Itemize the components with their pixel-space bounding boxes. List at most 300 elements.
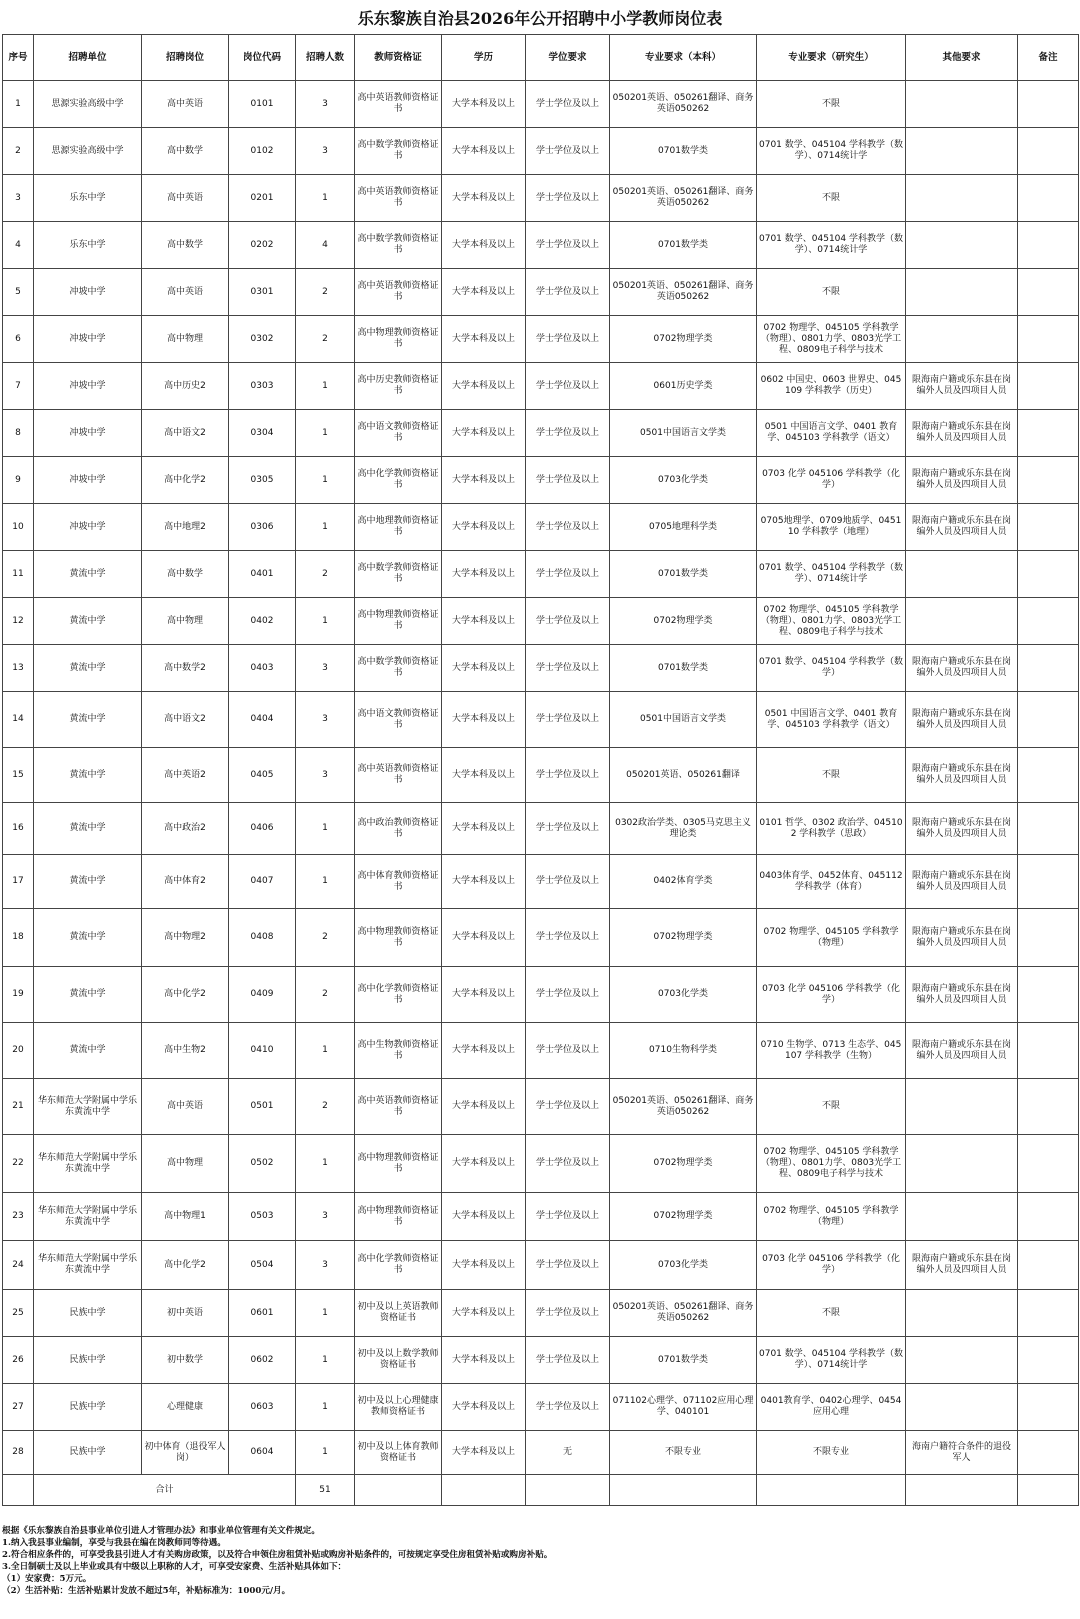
employer-cell: 民族中学 [34,1290,142,1337]
position-cell: 高中数学 [142,222,229,269]
other-requirements-cell: 限海南户籍或乐东县在岗编外人员及四项目人员 [906,803,1018,855]
education-cell: 大学本科及以上 [442,551,526,598]
row-number-cell: 11 [3,551,34,598]
education-cell: 大学本科及以上 [442,692,526,748]
table-row [3,1079,1079,1135]
row-number-cell: 12 [3,598,34,645]
headcount-cell: 1 [296,803,355,855]
header-cell: 其他要求 [906,35,1018,81]
table-row [3,269,1079,316]
major-undergrad-cell: 0710生物科学类 [610,1023,757,1079]
major-graduate-cell: 0701 数学、045104 学科教学（数学）、0714统计学 [757,551,906,598]
position-code-cell: 0301 [229,269,296,316]
major-graduate-cell: 不限专业 [757,1431,906,1475]
major-graduate-cell: 0501 中国语言文学、0401 教育学、045103 学科教学（语文） [757,410,906,457]
degree-cell: 学士学位及以上 [526,855,610,909]
table-row [3,410,1079,457]
position-code-cell: 0403 [229,645,296,692]
major-undergrad-cell: 0501中国语言文学类 [610,410,757,457]
position-code-cell: 0201 [229,175,296,222]
other-requirements-cell [906,316,1018,363]
remarks-cell [1018,967,1079,1023]
position-cell: 高中数学 [142,128,229,175]
headcount-cell: 3 [296,128,355,175]
major-graduate-cell: 不限 [757,81,906,128]
remarks-cell [1018,855,1079,909]
employer-cell: 华东师范大学附属中学乐东黄流中学 [34,1135,142,1193]
major-graduate-cell: 0501 中国语言文学、0401 教育学、045103 学科教学（语文） [757,692,906,748]
header-cell: 序号 [3,35,34,81]
position-code-cell: 0501 [229,1079,296,1135]
major-graduate-cell: 不限 [757,748,906,803]
employer-cell: 冲坡中学 [34,410,142,457]
remarks-cell [1018,803,1079,855]
major-undergrad-cell: 0703化学类 [610,1241,757,1290]
total-row [3,1475,1079,1506]
employer-cell: 冲坡中学 [34,504,142,551]
degree-cell: 学士学位及以上 [526,269,610,316]
header-cell: 备注 [1018,35,1079,81]
headcount-cell: 1 [296,855,355,909]
row-number-cell: 17 [3,855,34,909]
employer-cell: 华东师范大学附属中学乐东黄流中学 [34,1193,142,1241]
major-graduate-cell: 0701 数学、045104 学科教学（数学）、0714统计学 [757,1337,906,1384]
position-cell: 初中英语 [142,1290,229,1337]
education-cell: 大学本科及以上 [442,222,526,269]
degree-cell: 学士学位及以上 [526,803,610,855]
headcount-cell: 2 [296,1079,355,1135]
table-row [3,175,1079,222]
major-undergrad-cell: 0702物理学类 [610,1193,757,1241]
employer-cell: 黄流中学 [34,803,142,855]
position-code-cell: 0401 [229,551,296,598]
table-row [3,692,1079,748]
position-code-cell: 0408 [229,909,296,967]
position-code-cell: 0305 [229,457,296,504]
major-undergrad-cell: 0702物理学类 [610,909,757,967]
major-undergrad-cell: 050201英语、050261翻译、商务英语050262 [610,175,757,222]
major-undergrad-cell: 050201英语、050261翻译、商务英语050262 [610,1290,757,1337]
teacher-certificate-cell: 高中数学教师资格证书 [355,551,442,598]
education-cell: 大学本科及以上 [442,1023,526,1079]
major-graduate-cell: 0702 物理学、045105 学科教学（物理）、0801力学、0803光学工程、0809电子科学与技术 [757,1135,906,1193]
other-requirements-cell: 限海南户籍或乐东县在岗编外人员及四项目人员 [906,967,1018,1023]
headcount-cell: 3 [296,748,355,803]
major-undergrad-cell: 050201英语、050261翻译、商务英语050262 [610,1079,757,1135]
table-row [3,551,1079,598]
remarks-cell [1018,128,1079,175]
teacher-certificate-cell: 高中物理教师资格证书 [355,1193,442,1241]
row-number-cell: 4 [3,222,34,269]
row-number-cell: 8 [3,410,34,457]
position-cell: 高中化学2 [142,967,229,1023]
position-code-cell: 0407 [229,855,296,909]
remarks-cell [1018,1337,1079,1384]
table-row [3,222,1079,269]
table-row [3,1241,1079,1290]
row-number-cell: 5 [3,269,34,316]
teacher-certificate-cell: 高中英语教师资格证书 [355,1079,442,1135]
major-graduate-cell: 0401教育学、0402心理学、0454应用心理 [757,1384,906,1431]
table-row [3,1023,1079,1079]
degree-cell: 学士学位及以上 [526,1023,610,1079]
headcount-cell: 3 [296,81,355,128]
row-number-cell: 1 [3,81,34,128]
headcount-cell: 2 [296,551,355,598]
teacher-certificate-cell: 高中体育教师资格证书 [355,855,442,909]
employer-cell: 黄流中学 [34,855,142,909]
degree-cell: 学士学位及以上 [526,128,610,175]
table-row [3,1135,1079,1193]
total-cell [757,1475,906,1506]
teacher-certificate-cell: 高中化学教师资格证书 [355,1241,442,1290]
teacher-certificate-cell: 初中及以上英语教师资格证书 [355,1290,442,1337]
table-row [3,504,1079,551]
other-requirements-cell: 限海南户籍或乐东县在岗编外人员及四项目人员 [906,363,1018,410]
other-requirements-cell [906,175,1018,222]
note-line: （2）生活补贴：生活补贴累计发放不超过5年，补贴标准为：1000元/月。 [2,1586,291,1596]
employer-cell: 华东师范大学附属中学乐东黄流中学 [34,1241,142,1290]
degree-cell: 学士学位及以上 [526,504,610,551]
row-number-cell: 9 [3,457,34,504]
major-undergrad-cell: 0702物理学类 [610,316,757,363]
teacher-certificate-cell: 高中数学教师资格证书 [355,128,442,175]
major-undergrad-cell: 0501中国语言文学类 [610,692,757,748]
major-graduate-cell: 0710 生物学、0713 生态学、045107 学科教学（生物） [757,1023,906,1079]
remarks-cell [1018,410,1079,457]
position-code-cell: 0406 [229,803,296,855]
table-row [3,967,1079,1023]
employer-cell: 黄流中学 [34,692,142,748]
degree-cell: 学士学位及以上 [526,222,610,269]
major-undergrad-cell: 071102心理学、071102应用心理学、040101 [610,1384,757,1431]
header-cell: 招聘单位 [34,35,142,81]
employer-cell: 民族中学 [34,1384,142,1431]
table-row [3,645,1079,692]
total-cell [906,1475,1018,1506]
other-requirements-cell [906,1290,1018,1337]
header-cell: 专业要求（本科） [610,35,757,81]
remarks-cell [1018,1431,1079,1475]
position-code-cell: 0304 [229,410,296,457]
major-undergrad-cell: 050201英语、050261翻译 [610,748,757,803]
position-cell: 高中英语 [142,1079,229,1135]
employer-cell: 黄流中学 [34,551,142,598]
table-row [3,363,1079,410]
remarks-cell [1018,598,1079,645]
teacher-certificate-cell: 高中物理教师资格证书 [355,1135,442,1193]
teacher-certificate-cell: 高中数学教师资格证书 [355,222,442,269]
header-cell: 学历 [442,35,526,81]
position-code-cell: 0303 [229,363,296,410]
major-graduate-cell: 0403体育学、0452体育、045112 学科教学（体育） [757,855,906,909]
major-undergrad-cell: 0701数学类 [610,1337,757,1384]
remarks-cell [1018,551,1079,598]
employer-cell: 民族中学 [34,1431,142,1475]
major-graduate-cell: 不限 [757,1290,906,1337]
major-graduate-cell: 不限 [757,269,906,316]
employer-cell: 民族中学 [34,1337,142,1384]
page-title: 乐东黎族自治县2026年公开招聘中小学教师岗位表 [357,8,723,28]
other-requirements-cell: 限海南户籍或乐东县在岗编外人员及四项目人员 [906,504,1018,551]
employer-cell: 黄流中学 [34,1023,142,1079]
position-code-cell: 0409 [229,967,296,1023]
other-requirements-cell [906,1135,1018,1193]
degree-cell: 学士学位及以上 [526,175,610,222]
other-requirements-cell: 限海南户籍或乐东县在岗编外人员及四项目人员 [906,1241,1018,1290]
remarks-cell [1018,909,1079,967]
row-number-cell: 26 [3,1337,34,1384]
position-cell: 高中英语 [142,269,229,316]
note-line: 3.全日制硕士及以上毕业或具有中级以上职称的人才，可享受安家费、生活补贴具体如下： [2,1562,347,1572]
other-requirements-cell [906,128,1018,175]
row-number-cell: 24 [3,1241,34,1290]
table-row [3,1290,1079,1337]
education-cell: 大学本科及以上 [442,909,526,967]
note-line: 1.纳入我县事业编制，享受与我县在编在岗教师同等待遇。 [2,1538,226,1548]
row-number-cell: 7 [3,363,34,410]
row-number-cell: 3 [3,175,34,222]
row-number-cell: 18 [3,909,34,967]
headcount-cell: 1 [296,504,355,551]
degree-cell: 无 [526,1431,610,1475]
position-code-cell: 0306 [229,504,296,551]
positions-table [2,34,1079,1506]
position-cell: 高中化学2 [142,457,229,504]
position-cell: 高中英语 [142,81,229,128]
major-graduate-cell: 0703 化学 045106 学科教学（化学） [757,1241,906,1290]
headcount-cell: 1 [296,1290,355,1337]
degree-cell: 学士学位及以上 [526,457,610,504]
remarks-cell [1018,269,1079,316]
degree-cell: 学士学位及以上 [526,1337,610,1384]
employer-cell: 黄流中学 [34,748,142,803]
other-requirements-cell [906,1384,1018,1431]
headcount-cell: 1 [296,1431,355,1475]
major-undergrad-cell: 0702物理学类 [610,1135,757,1193]
degree-cell: 学士学位及以上 [526,1135,610,1193]
position-cell: 高中数学 [142,551,229,598]
major-graduate-cell: 0703 化学 045106 学科教学（化学） [757,967,906,1023]
position-code-cell: 0101 [229,81,296,128]
employer-cell: 思源实验高级中学 [34,81,142,128]
remarks-cell [1018,1384,1079,1431]
degree-cell: 学士学位及以上 [526,1241,610,1290]
employer-cell: 思源实验高级中学 [34,128,142,175]
headcount-cell: 3 [296,645,355,692]
position-cell: 高中物理 [142,316,229,363]
employer-cell: 冲坡中学 [34,457,142,504]
table-row [3,748,1079,803]
major-undergrad-cell: 0703化学类 [610,457,757,504]
headcount-cell: 2 [296,316,355,363]
education-cell: 大学本科及以上 [442,504,526,551]
major-undergrad-cell: 0302政治学类、0305马克思主义理论类 [610,803,757,855]
education-cell: 大学本科及以上 [442,1193,526,1241]
table-row [3,803,1079,855]
major-undergrad-cell: 0705地理科学类 [610,504,757,551]
other-requirements-cell [906,1079,1018,1135]
table-row [3,128,1079,175]
other-requirements-cell: 限海南户籍或乐东县在岗编外人员及四项目人员 [906,909,1018,967]
education-cell: 大学本科及以上 [442,1079,526,1135]
remarks-cell [1018,645,1079,692]
row-number-cell: 10 [3,504,34,551]
position-code-cell: 0404 [229,692,296,748]
major-graduate-cell: 不限 [757,175,906,222]
major-graduate-cell: 0703 化学 045106 学科教学（化学） [757,457,906,504]
row-number-cell: 15 [3,748,34,803]
education-cell: 大学本科及以上 [442,1241,526,1290]
headcount-cell: 1 [296,175,355,222]
education-cell: 大学本科及以上 [442,175,526,222]
position-cell: 高中体育2 [142,855,229,909]
position-code-cell: 0402 [229,598,296,645]
headcount-cell: 2 [296,269,355,316]
education-cell: 大学本科及以上 [442,269,526,316]
position-code-cell: 0602 [229,1337,296,1384]
total-cell [355,1475,442,1506]
total-cell [442,1475,526,1506]
row-number-cell: 13 [3,645,34,692]
row-number-cell: 25 [3,1290,34,1337]
degree-cell: 学士学位及以上 [526,1193,610,1241]
position-cell: 高中语文2 [142,410,229,457]
education-cell: 大学本科及以上 [442,967,526,1023]
teacher-certificate-cell: 高中数学教师资格证书 [355,645,442,692]
total-value: 51 [296,1475,355,1506]
remarks-cell [1018,81,1079,128]
position-cell: 高中化学2 [142,1241,229,1290]
teacher-certificate-cell: 高中生物教师资格证书 [355,1023,442,1079]
table-row [3,855,1079,909]
education-cell: 大学本科及以上 [442,457,526,504]
education-cell: 大学本科及以上 [442,1290,526,1337]
position-cell: 高中物理2 [142,909,229,967]
employer-cell: 华东师范大学附属中学乐东黄流中学 [34,1079,142,1135]
position-cell: 高中政治2 [142,803,229,855]
education-cell: 大学本科及以上 [442,748,526,803]
headcount-cell: 4 [296,222,355,269]
position-code-cell: 0302 [229,316,296,363]
position-cell: 高中物理 [142,598,229,645]
teacher-certificate-cell: 高中物理教师资格证书 [355,598,442,645]
degree-cell: 学士学位及以上 [526,551,610,598]
employer-cell: 黄流中学 [34,909,142,967]
other-requirements-cell [906,1337,1018,1384]
teacher-certificate-cell: 高中物理教师资格证书 [355,316,442,363]
other-requirements-cell: 限海南户籍或乐东县在岗编外人员及四项目人员 [906,855,1018,909]
note-line: （1）安家费：5万元。 [2,1574,92,1584]
row-number-cell: 6 [3,316,34,363]
education-cell: 大学本科及以上 [442,1337,526,1384]
total-cell [1018,1475,1079,1506]
headcount-cell: 1 [296,410,355,457]
headcount-cell: 1 [296,1135,355,1193]
education-cell: 大学本科及以上 [442,1384,526,1431]
employer-cell: 黄流中学 [34,598,142,645]
degree-cell: 学士学位及以上 [526,645,610,692]
row-number-cell: 21 [3,1079,34,1135]
header-cell: 招聘人数 [296,35,355,81]
remarks-cell [1018,748,1079,803]
position-code-cell: 0405 [229,748,296,803]
row-number-cell: 27 [3,1384,34,1431]
headcount-cell: 1 [296,1384,355,1431]
row-number-cell: 2 [3,128,34,175]
major-undergrad-cell: 0703化学类 [610,967,757,1023]
teacher-certificate-cell: 高中地理教师资格证书 [355,504,442,551]
education-cell: 大学本科及以上 [442,316,526,363]
degree-cell: 学士学位及以上 [526,1290,610,1337]
teacher-certificate-cell: 高中英语教师资格证书 [355,81,442,128]
table-row [3,1337,1079,1384]
remarks-cell [1018,175,1079,222]
other-requirements-cell [906,269,1018,316]
employer-cell: 冲坡中学 [34,316,142,363]
employer-cell: 冲坡中学 [34,363,142,410]
remarks-cell [1018,1290,1079,1337]
notes [2,1525,1078,1597]
teacher-certificate-cell: 高中化学教师资格证书 [355,967,442,1023]
other-requirements-cell: 限海南户籍或乐东县在岗编外人员及四项目人员 [906,457,1018,504]
header-row [3,35,1079,81]
other-requirements-cell: 限海南户籍或乐东县在岗编外人员及四项目人员 [906,645,1018,692]
table-row [3,598,1079,645]
education-cell: 大学本科及以上 [442,410,526,457]
other-requirements-cell [906,222,1018,269]
education-cell: 大学本科及以上 [442,1135,526,1193]
degree-cell: 学士学位及以上 [526,692,610,748]
other-requirements-cell: 限海南户籍或乐东县在岗编外人员及四项目人员 [906,1023,1018,1079]
row-number-cell: 16 [3,803,34,855]
note-line: 2.符合相应条件的，可享受我县引进人才有关购房政策，以及符合申领住房租赁补贴或购房补贴条件的，可按规定享受住房租赁补贴或购房补贴。 [2,1550,553,1560]
header-cell: 岗位代码 [229,35,296,81]
remarks-cell [1018,363,1079,410]
teacher-certificate-cell: 初中及以上体育教师资格证书 [355,1431,442,1475]
table-row [3,1431,1079,1475]
row-number-cell: 22 [3,1135,34,1193]
remarks-cell [1018,1241,1079,1290]
major-graduate-cell: 0702 物理学、045105 学科教学（物理） [757,909,906,967]
position-cell: 初中数学 [142,1337,229,1384]
remarks-cell [1018,1023,1079,1079]
header-cell: 学位要求 [526,35,610,81]
teacher-certificate-cell: 高中历史教师资格证书 [355,363,442,410]
remarks-cell [1018,222,1079,269]
headcount-cell: 2 [296,909,355,967]
position-code-cell: 0102 [229,128,296,175]
major-undergrad-cell: 050201英语、050261翻译、商务英语050262 [610,81,757,128]
teacher-certificate-cell: 初中及以上数学教师资格证书 [355,1337,442,1384]
row-number-cell: 28 [3,1431,34,1475]
degree-cell: 学士学位及以上 [526,909,610,967]
position-cell: 高中地理2 [142,504,229,551]
teacher-certificate-cell: 初中及以上心理健康教师资格证书 [355,1384,442,1431]
teacher-certificate-cell: 高中语文教师资格证书 [355,410,442,457]
headcount-cell: 1 [296,1337,355,1384]
other-requirements-cell: 海南户籍符合条件的退役军人 [906,1431,1018,1475]
remarks-cell [1018,692,1079,748]
major-graduate-cell: 不限 [757,1079,906,1135]
degree-cell: 学士学位及以上 [526,748,610,803]
employer-cell: 冲坡中学 [34,269,142,316]
teacher-certificate-cell: 高中英语教师资格证书 [355,175,442,222]
major-undergrad-cell: 0601历史学类 [610,363,757,410]
other-requirements-cell [906,1193,1018,1241]
other-requirements-cell [906,551,1018,598]
row-number-cell: 19 [3,967,34,1023]
